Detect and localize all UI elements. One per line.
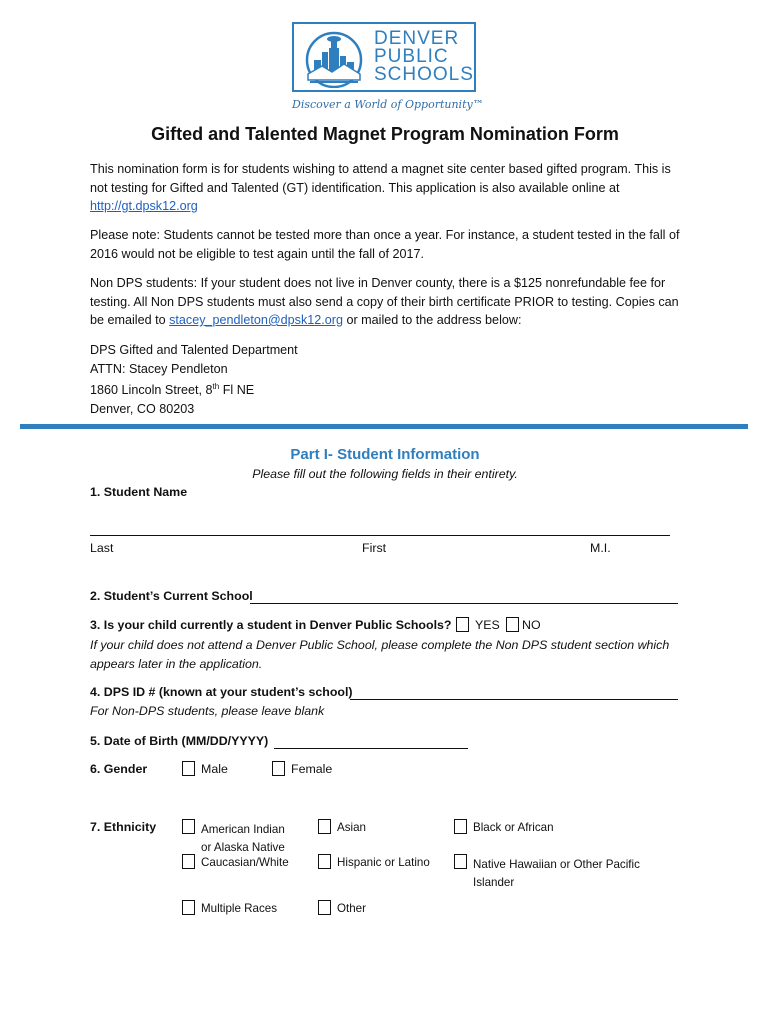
email-link[interactable]: stacey_pendleton@dpsk12.org — [169, 313, 343, 327]
logo-line-3: SCHOOLS — [374, 64, 474, 85]
first-name-caption: First — [362, 541, 387, 555]
page-title: Gifted and Talented Magnet Program Nomination Form — [151, 124, 619, 144]
dob-label: 5. Date of Birth (MM/DD/YYYY) — [90, 734, 269, 748]
current-school-field[interactable] — [250, 603, 678, 604]
dob-field[interactable] — [274, 748, 468, 749]
address-street: 1860 Lincoln Street, 8 — [90, 383, 213, 398]
address-floor: Fl NE — [219, 383, 255, 398]
hawaiian-label — [473, 856, 640, 891]
address-line-4: Denver, CO 80203 — [90, 401, 195, 416]
hawaiian-text: Native Hawaiian or Other Pacific — [473, 858, 640, 871]
address-line-2: ATTN: Stacey Pendleton — [90, 361, 228, 376]
mailing-address — [90, 341, 690, 418]
black-african-checkbox[interactable] — [454, 819, 467, 834]
note-paragraph: Please note: Students cannot be tested more than once a year. For instance, a student tested in the fall of 2016 would not be eligible to test again until the fall of 2017. — [90, 228, 680, 261]
other-checkbox[interactable] — [318, 900, 331, 915]
yes-label: YES — [475, 618, 500, 632]
city-skyline-icon — [302, 30, 366, 88]
dps-id-field[interactable] — [350, 699, 678, 700]
address-line-1: DPS Gifted and Talented Department — [90, 343, 298, 357]
female-checkbox[interactable] — [272, 761, 285, 776]
gender-label: 6. Gender — [90, 762, 148, 776]
part-1-instruction: Please fill out the following fields in their entirety. — [252, 467, 518, 481]
last-name-caption: Last — [90, 541, 114, 555]
logo-tagline: Discover a World of Opportunity™ — [292, 98, 484, 111]
yes-checkbox[interactable] — [456, 617, 469, 632]
black-african-label: Black or African — [473, 821, 554, 834]
multiple-races-label: Multiple Races — [201, 902, 278, 915]
section-divider — [20, 424, 748, 429]
hawaiian-checkbox[interactable] — [454, 854, 467, 869]
female-label: Female — [291, 762, 333, 776]
logo-wordmark — [374, 30, 474, 84]
dps-id-label: 4. DPS ID # (known at your student’s school) — [90, 685, 353, 699]
american-indian-label — [201, 821, 285, 856]
hispanic-label: Hispanic or Latino — [337, 856, 430, 869]
gt-website-link[interactable]: http://gt.dpsk12.org — [90, 199, 198, 213]
no-label: NO — [522, 618, 541, 632]
dps-logo — [292, 22, 484, 114]
hawaiian-text-2: Islander — [473, 875, 515, 889]
dps-student-question: 3. Is your child currently a student in Denver Public Schools? — [90, 618, 452, 632]
asian-checkbox[interactable] — [318, 819, 331, 834]
no-checkbox[interactable] — [506, 617, 519, 632]
address-line-3 — [90, 378, 690, 400]
intro-paragraph — [90, 160, 690, 216]
part-1-heading: Part I- Student Information — [290, 446, 480, 463]
current-school-label: 2. Student’s Current School — [90, 589, 253, 603]
male-checkbox[interactable] — [182, 761, 195, 776]
caucasian-label: Caucasian/White — [201, 856, 289, 869]
male-label: Male — [201, 762, 228, 776]
hispanic-checkbox[interactable] — [318, 854, 331, 869]
caucasian-checkbox[interactable] — [182, 854, 195, 869]
student-name-field[interactable] — [90, 535, 670, 536]
non-dps-paragraph — [90, 274, 690, 330]
american-indian-text: American Indian — [201, 823, 285, 836]
other-label: Other — [337, 902, 366, 915]
student-name-label: 1. Student Name — [90, 485, 188, 499]
logo-line-2: PUBLIC — [374, 46, 449, 67]
intro-text: This nomination form is for students wishing to attend a magnet site center based gifted program. This is not testing for Gifted and Talented (GT) identification. This application is also available online at — [90, 162, 671, 195]
address-ordinal: th — [212, 382, 220, 391]
ethnicity-label: 7. Ethnicity — [90, 820, 157, 834]
american-indian-text-2: or Alaska Native — [201, 840, 285, 854]
logo-frame — [292, 22, 476, 92]
multiple-races-checkbox[interactable] — [182, 900, 195, 915]
asian-label: Asian — [337, 821, 367, 834]
american-indian-checkbox[interactable] — [182, 819, 195, 834]
non-dps-instruction: If your child does not attend a Denver Public School, please complete the Non DPS student section which appears later in the application. — [90, 638, 670, 671]
non-dps-text-after: or mailed to the address below: — [346, 313, 522, 327]
non-dps-text: Non DPS students: If your student does not live in Denver county, there is a $125 nonrefundable fee for testing. All Non DPS students must also send a copy of their birth certificate PRIOR to testing. Copies can be emailed to — [90, 276, 679, 327]
dps-id-note: For Non-DPS students, please leave blank — [90, 704, 325, 718]
middle-initial-caption: M.I. — [590, 541, 611, 555]
logo-line-1: DENVER — [374, 28, 460, 49]
